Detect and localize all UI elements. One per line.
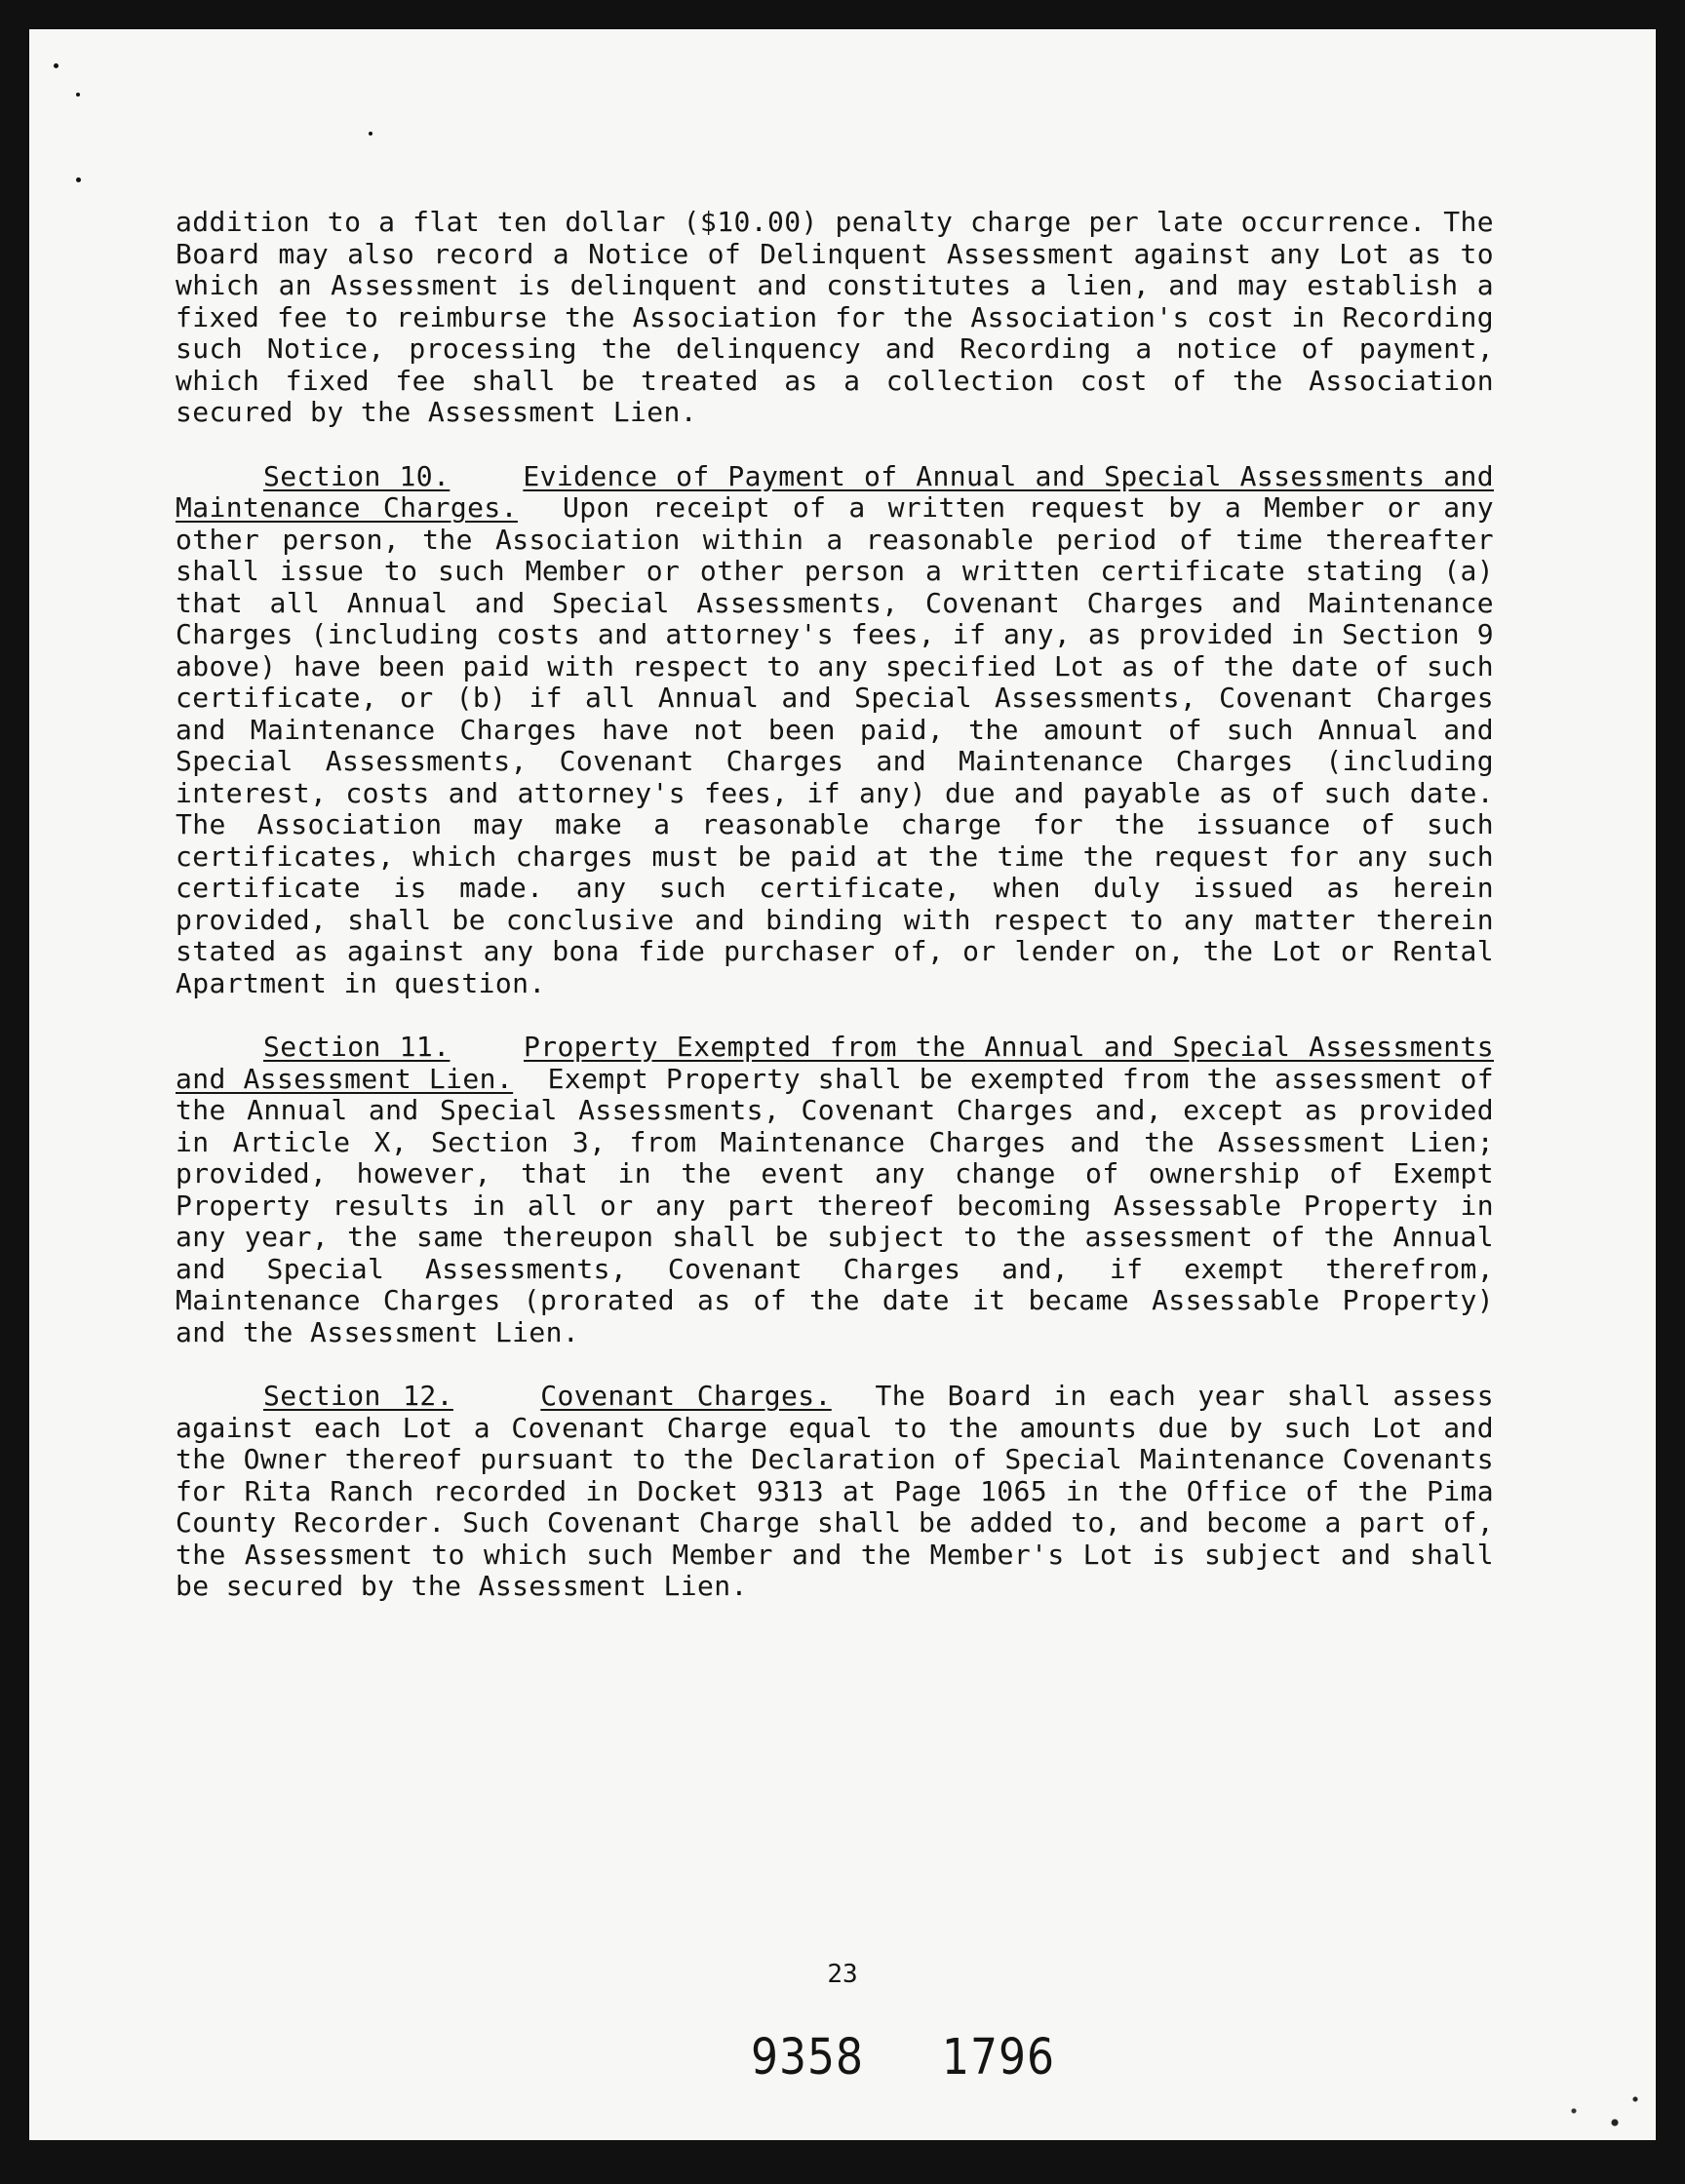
section-11-body: Exempt Property shall be exempted from the assessment of the Annual and Special Assessments, Covenant Charges and, except as provided in Article X, Section 3, from Maintenance Charges and the Assessment Lien; provided, however, that in the event any change of ownership of Exempt Property results in all or any part thereof becoming Assessable Property in any year, the same thereupon shall be subject to the assessment of the Annual and Special Assessments, Covenant Charges and, if exempt therefrom, Maintenance Charges (prorated as of the date it became Assessable Property) and the Assessment Lien. — [176, 1062, 1494, 1348]
section-10-body: Upon receipt of a written request by a Member or any other person, the Association within a reasonable period of time thereafter shall issue to such Member or other person a written certificate stating (a) that all Annual and Special Assessments, Covenant Charges and Maintenance Charges (including costs and attorney's fees, if any, as provided in Section 9 above) have been paid with respect to any specified Lot as of the date of such certificate, or (b) if all Annual and Special Assessments, Covenant Charges and Maintenance Charges have not been paid, the amount of such Annual and Special Assessments, Covenant Charges and Maintenance Charges (including interest, costs and attorney's fees, if any) due and payable as of such date. The Association may make a reasonable charge for the issuance of such certificates, which charges must be paid at the time the request for any such certificate is made. any such certificate, when duly issued as herein provided, shall be conclusive and binding with respect to any matter therein stated as against any bona fide purchaser of, or lender on, the Lot or Rental Apartment in question. — [176, 491, 1494, 999]
page-number: 23 — [827, 1960, 858, 1989]
scan-speck — [76, 93, 80, 97]
paragraph-continued: addition to a flat ten dollar ($10.00) penalty charge per late occurrence. The Board may also record a Notice of Delinquent Assessment against any Lot as to which an Assessment is delinquent and constitutes a lien, and may establish a fixed fee to reimburse the Association for the Association's cost in Recording such Notice, processing the delinquency and Recording a notice of payment, which fixed fee shall be treated as a collection cost of the Association secured by the Assessment Lien. — [176, 206, 1494, 428]
docket-page: 1796 — [941, 2029, 1055, 2086]
scan-speck — [54, 63, 59, 68]
section-10-title: Evidence of Payment of Annual and Special Assessments and Maintenance Charges. — [176, 459, 1494, 524]
section-12 — [176, 1381, 1494, 1603]
section-10-label: Section 10. — [263, 459, 451, 492]
scan-speck — [369, 132, 372, 136]
section-12-body: The Board in each year shall assess against each Lot a Covenant Charge equal to the amounts due by such Lot and the Owner thereof pursuant to the Declaration of Special Maintenance Covenants for Rita Ranch recorded in Docket 9313 at Page 1065 in the Office of the Pima County Recorder. Such Covenant Charge shall be added to, and become a part of, the Assessment to which such Member and the Member's Lot is subject and shall be secured by the Assessment Lien. — [176, 1380, 1494, 1602]
docket-number: 9358 — [751, 2029, 864, 2086]
document-body — [176, 207, 1494, 1635]
section-12-label: Section 12. — [263, 1380, 453, 1412]
scan-noise — [1519, 2082, 1656, 2140]
section-11 — [176, 1032, 1494, 1348]
docket-stamp — [751, 2029, 1055, 2086]
section-11-label: Section 11. — [263, 1031, 451, 1063]
scan-speck — [76, 177, 81, 182]
section-11-title: Property Exempted from the Annual and Special Assessments and Assessment Lien. — [176, 1031, 1494, 1095]
section-10 — [176, 461, 1494, 1000]
section-12-title: Covenant Charges. — [540, 1380, 832, 1412]
